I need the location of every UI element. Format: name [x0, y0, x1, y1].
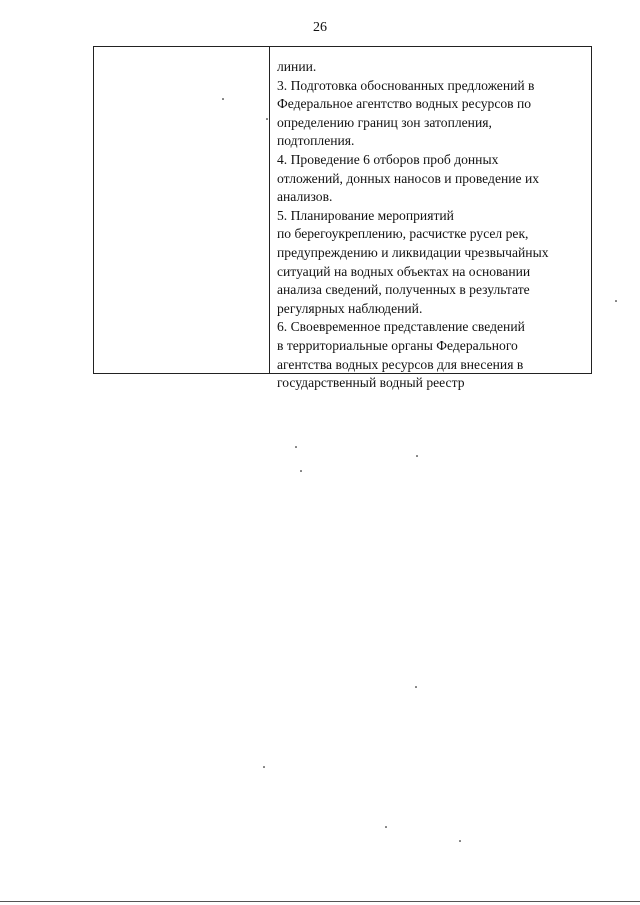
table-text-line: линии.: [277, 59, 317, 74]
scan-speck: [459, 840, 461, 842]
table-text-line: в территориальные органы Федерального: [277, 337, 518, 353]
scan-speck: [615, 300, 617, 302]
scan-speck: [416, 455, 418, 457]
table-left-cell: [94, 47, 270, 373]
table-text-line: 6. Своевременное представление сведений: [277, 319, 525, 335]
table-text-line: регулярных наблюдений.: [277, 300, 423, 316]
document-table: [93, 46, 592, 391]
scan-speck: [266, 118, 268, 120]
table-right-cell: [270, 47, 591, 391]
table-text-line: ситуаций на водных объектах на основании: [277, 263, 531, 279]
page-number: 26: [313, 20, 327, 35]
scan-speck: [385, 826, 387, 828]
table-text-line: 5. Планирование мероприятий: [277, 207, 454, 223]
scan-speck: [263, 766, 265, 768]
scan-speck: [295, 446, 297, 448]
scan-speck: [300, 470, 302, 472]
table-text-line: 4. Проведение 6 отборов проб донных: [277, 151, 499, 167]
table-text-line: по берегоукреплению, расчистке русел рек,: [277, 226, 529, 242]
table-text-line: отложений, донных наносов и проведение их: [277, 170, 540, 186]
table-text-line: анализов.: [277, 189, 333, 205]
bottom-edge-line: [0, 901, 640, 902]
table-text-line: анализа сведений, полученных в результате: [277, 282, 530, 298]
table-text-line: определению границ зон затопления,: [277, 114, 492, 130]
table-text-line: агентства водных ресурсов для внесения в: [277, 356, 524, 372]
table-text-line: Федеральное агентство водных ресурсов по: [277, 96, 532, 112]
table-text-line: 3. Подготовка обоснованных предложений в: [277, 77, 535, 93]
table-text-line: предупреждению и ликвидации чрезвычайных: [277, 244, 549, 260]
table-text-line: государственный водный реестр: [277, 375, 465, 391]
table-text-line: подтопления.: [277, 133, 355, 149]
scan-speck: [415, 686, 417, 688]
scan-speck: [222, 98, 224, 100]
